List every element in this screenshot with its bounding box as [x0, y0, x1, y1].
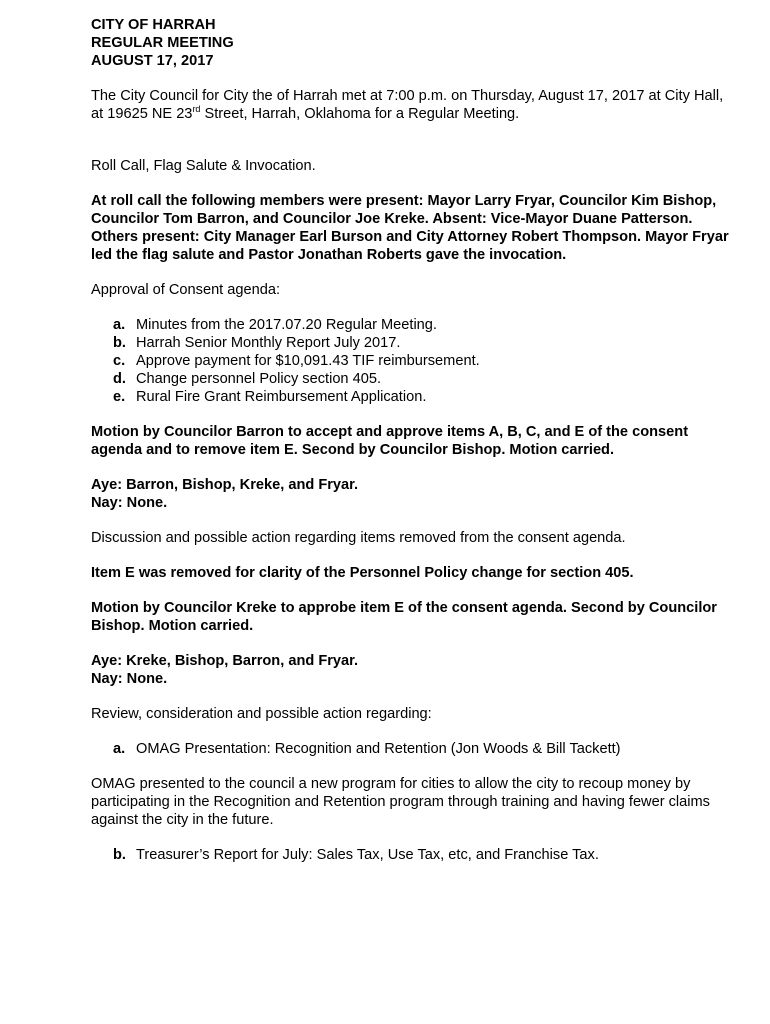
vote-1-aye: Aye: Barron, Bishop, Kreke, and Fryar.: [91, 477, 359, 493]
header-meeting-type: REGULAR MEETING: [91, 35, 234, 51]
review-list-a: [91, 740, 731, 758]
consent-agenda-list: [91, 316, 731, 406]
removed-items-heading: Discussion and possible action regarding items removed from the consent agenda.: [91, 530, 626, 546]
vote-2-nay: Nay: None.: [91, 671, 168, 687]
omag-paragraph: OMAG presented to the council a new program for cities to allow the city to recoup money by participating in the Recognition and Retention program through training and having fewer claims against the city in the future.: [91, 776, 710, 828]
review-heading: Review, consideration and possible action regarding:: [91, 706, 432, 722]
list-item: a. OMAG Presentation: Recognition and Retention (Jon Woods & Bill Tackett): [113, 741, 621, 757]
roll-call-heading: Roll Call, Flag Salute & Invocation.: [91, 158, 316, 174]
list-item: b. Treasurer’s Report for July: Sales Tax, Use Tax, etc, and Franchise Tax.: [113, 847, 599, 863]
motion-1: Motion by Councilor Barron to accept and approve items A, B, C, and E of the consent agenda and to remove item E. Second by Councilor Bishop. Motion carried.: [91, 424, 689, 458]
vote-1-nay: Nay: None.: [91, 495, 168, 511]
intro-paragraph: The City Council for City the of Harrah met at 7:00 p.m. on Thursday, August 17, 2017 at City Hall, at 19625 NE 23rd Street, Harrah, Oklahoma for a Regular Meeting.: [91, 88, 724, 122]
list-item: d. Change personnel Policy section 405.: [113, 371, 382, 387]
header-city: CITY OF HARRAH: [91, 17, 216, 33]
minutes-document: [91, 16, 731, 864]
list-item: b. Harrah Senior Monthly Report July 2017.: [113, 335, 401, 351]
vote-2-aye: Aye: Kreke, Bishop, Barron, and Fryar.: [91, 653, 359, 669]
header-date: AUGUST 17, 2017: [91, 53, 214, 69]
motion-2: Motion by Councilor Kreke to approbe item E of the consent agenda. Second by Councilor Bishop. Motion carried.: [91, 600, 717, 634]
list-item: c. Approve payment for $10,091.43 TIF reimbursement.: [113, 353, 480, 369]
list-item: e. Rural Fire Grant Reimbursement Application.: [113, 389, 427, 405]
consent-agenda-heading: Approval of Consent agenda:: [91, 282, 281, 298]
roll-call-text: At roll call the following members were present: Mayor Larry Fryar, Councilor Kim Bishop, Councilor Tom Barron, and Councilor Joe Kreke. Absent: Vice-Mayor Duane Patterson. Others present: City Manager Earl Burson and City Attorney Robert Thompson. Mayor Fryar led the flag salute and Pastor Jonathan Roberts gave the invocation.: [91, 193, 729, 263]
removed-item-note: Item E was removed for clarity of the Personnel Policy change for section 405.: [91, 565, 634, 581]
list-item: a. Minutes from the 2017.07.20 Regular Meeting.: [113, 317, 437, 333]
document-header: [91, 16, 731, 70]
review-list-b: [91, 846, 731, 864]
